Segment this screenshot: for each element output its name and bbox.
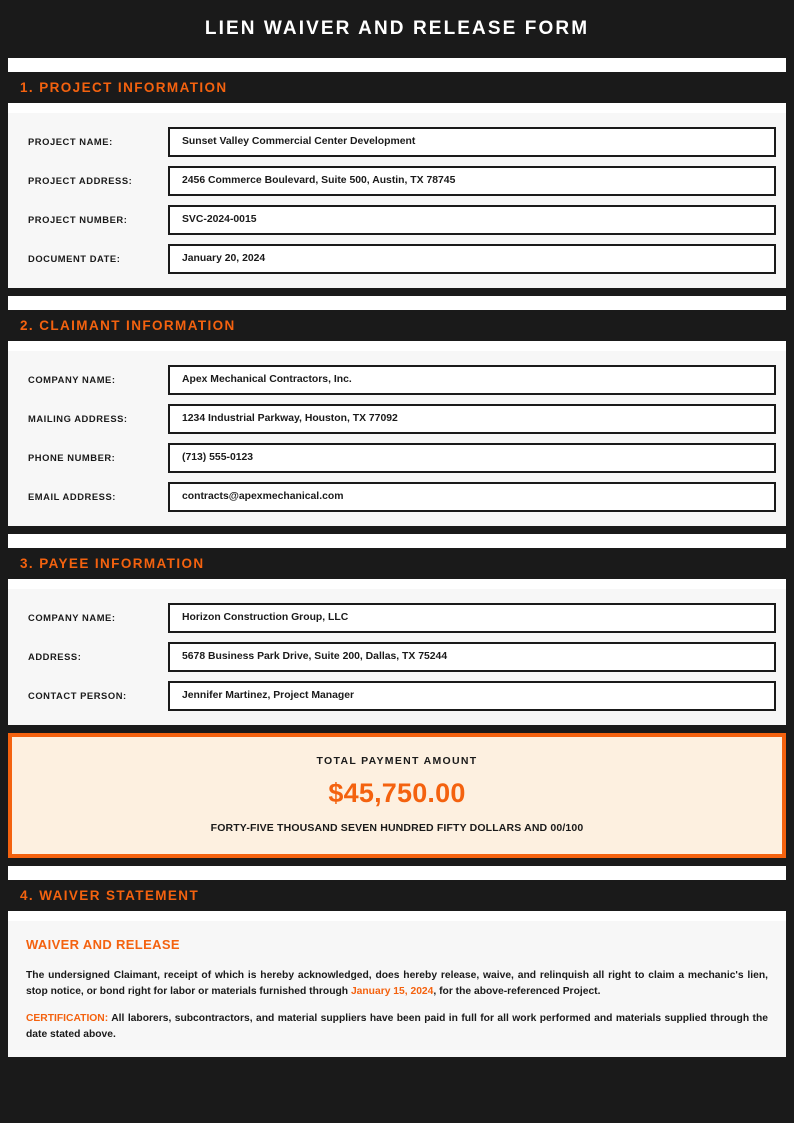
separator-strip xyxy=(8,911,786,921)
panel-waiver-statement xyxy=(8,921,786,1057)
field-label-payee-address: ADDRESS: xyxy=(28,651,82,663)
field-label-payee-contact-person: CONTACT PERSON: xyxy=(28,690,127,702)
form-row-payee-contact-person xyxy=(18,681,776,711)
panel-claimant-information xyxy=(8,351,786,526)
section-gap xyxy=(0,858,794,866)
section-title-project: 1. PROJECT INFORMATION xyxy=(20,79,228,95)
separator-strip xyxy=(8,534,786,548)
section-title-claimant: 2. CLAIMANT INFORMATION xyxy=(20,317,236,333)
field-label-project-number: PROJECT NUMBER: xyxy=(28,214,128,226)
separator-strip xyxy=(8,296,786,310)
form-row-project-address xyxy=(18,166,776,196)
section-header-project xyxy=(0,72,794,103)
field-value-project-number[interactable]: SVC-2024-0015 xyxy=(168,205,776,235)
section-header-payee xyxy=(0,548,794,579)
field-label-payee-company-name: COMPANY NAME: xyxy=(28,612,116,624)
field-value-document-date[interactable]: January 20, 2024 xyxy=(168,244,776,274)
field-label-claimant-mailing-address: MAILING ADDRESS: xyxy=(28,413,128,425)
form-row-payee-company-name xyxy=(18,603,776,633)
section-gap xyxy=(0,526,794,534)
document-header xyxy=(0,0,794,58)
field-value-claimant-phone-number[interactable]: (713) 555-0123 xyxy=(168,443,776,473)
waiver-text-part-one: The undersigned Claimant, receipt of which is hereby acknowledged, does hereby release, waive, and relinquish all right to claim a mechanic's lien, stop notice, or bond right for labor or materials furnished through xyxy=(26,969,768,997)
separator-strip xyxy=(8,58,786,72)
field-label-claimant-phone-number: PHONE NUMBER: xyxy=(28,452,116,464)
form-row-claimant-phone-number xyxy=(18,443,776,473)
field-value-project-name[interactable]: Sunset Valley Commercial Center Development xyxy=(168,127,776,157)
separator-strip xyxy=(8,579,786,589)
total-payment-label: TOTAL PAYMENT AMOUNT xyxy=(316,754,478,767)
certification-text: All laborers, subcontractors, and material suppliers have been paid in full for all work performed and materials supplied through the date stated above. xyxy=(26,1012,768,1040)
certification-paragraph xyxy=(26,1011,768,1043)
form-row-claimant-email-address xyxy=(18,482,776,512)
field-value-claimant-mailing-address[interactable]: 1234 Industrial Parkway, Houston, TX 77092 xyxy=(168,404,776,434)
total-payment-words: FORTY-FIVE THOUSAND SEVEN HUNDRED FIFTY DOLLARS AND 00/100 xyxy=(210,821,584,834)
field-label-project-name: PROJECT NAME: xyxy=(28,136,113,148)
total-payment-amount-box xyxy=(8,733,786,858)
section-header-waiver xyxy=(0,880,794,911)
waiver-through-date: January 15, 2024 xyxy=(350,985,434,997)
separator-strip xyxy=(8,341,786,351)
field-label-claimant-email-address: EMAIL ADDRESS: xyxy=(28,491,116,503)
field-label-claimant-company-name: COMPANY NAME: xyxy=(28,374,116,386)
panel-payee-information xyxy=(8,589,786,725)
certification-label: CERTIFICATION: xyxy=(26,1012,109,1024)
section-header-claimant xyxy=(0,310,794,341)
section-gap xyxy=(0,288,794,296)
field-label-project-address: PROJECT ADDRESS: xyxy=(28,175,133,187)
form-row-claimant-mailing-address xyxy=(18,404,776,434)
form-row-project-name xyxy=(18,127,776,157)
page-title: LIEN WAIVER AND RELEASE FORM xyxy=(204,18,590,39)
field-value-payee-address[interactable]: 5678 Business Park Drive, Suite 200, Dallas, TX 75244 xyxy=(168,642,776,672)
waiver-text-part-two: , for the above-referenced Project. xyxy=(433,985,601,997)
panel-project-information xyxy=(8,113,786,288)
separator-strip xyxy=(8,866,786,880)
field-value-claimant-email-address[interactable]: contracts@apexmechanical.com xyxy=(168,482,776,512)
waiver-release-paragraph xyxy=(26,968,768,1000)
form-row-document-date xyxy=(18,244,776,274)
form-row-project-number xyxy=(18,205,776,235)
field-value-project-address[interactable]: 2456 Commerce Boulevard, Suite 500, Austin, TX 78745 xyxy=(168,166,776,196)
section-title-waiver: 4. WAIVER STATEMENT xyxy=(20,887,200,903)
field-value-payee-contact-person[interactable]: Jennifer Martinez, Project Manager xyxy=(168,681,776,711)
section-gap xyxy=(0,725,794,733)
separator-strip xyxy=(8,103,786,113)
field-value-payee-company-name[interactable]: Horizon Construction Group, LLC xyxy=(168,603,776,633)
field-label-document-date: DOCUMENT DATE: xyxy=(28,253,121,265)
field-value-claimant-company-name[interactable]: Apex Mechanical Contractors, Inc. xyxy=(168,365,776,395)
total-payment-value: $45,750.00 xyxy=(328,777,466,808)
section-title-payee: 3. PAYEE INFORMATION xyxy=(20,555,205,571)
form-row-payee-address xyxy=(18,642,776,672)
form-row-claimant-company-name xyxy=(18,365,776,395)
waiver-release-heading: WAIVER AND RELEASE xyxy=(26,936,180,952)
